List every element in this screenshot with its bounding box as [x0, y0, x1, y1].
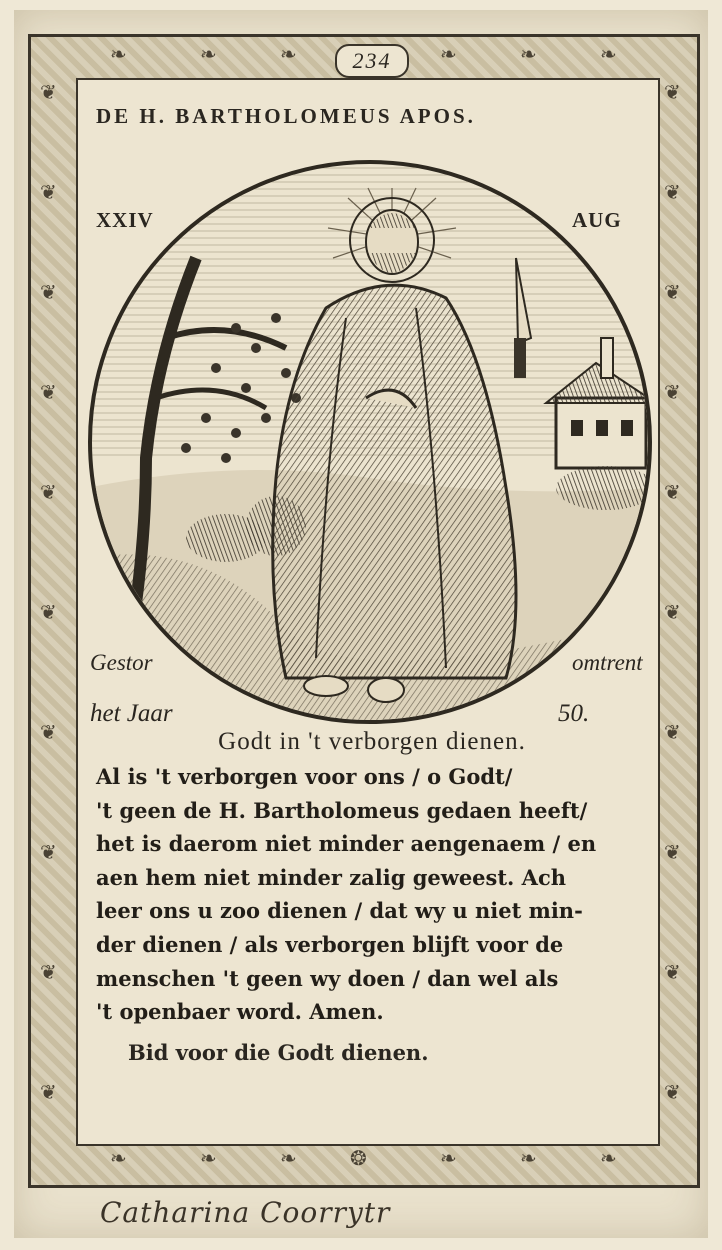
leaf-icon: ❧	[600, 42, 617, 66]
leaf-icon: ❦	[40, 80, 57, 104]
leaf-icon: ❦	[40, 380, 57, 404]
leaf-icon: ❧	[200, 1146, 217, 1170]
leaf-icon: ❦	[664, 80, 681, 104]
leaf-icon: ❂	[350, 1146, 367, 1170]
feast-month: AUG	[572, 208, 622, 232]
caption-year-value: 50.	[558, 700, 590, 727]
leaf-icon: ❦	[664, 180, 681, 204]
leaf-icon: ❧	[110, 42, 127, 66]
leaf-icon: ❦	[40, 720, 57, 744]
prayer-line: 't openbaer word. Amen.	[96, 999, 384, 1025]
leaf-icon: ❦	[664, 960, 681, 984]
leaf-icon: ❧	[200, 42, 217, 66]
leaf-icon: ❧	[280, 42, 297, 66]
feast-day: XXIV	[96, 208, 154, 232]
saint-bartholomew-engraving-icon	[86, 158, 654, 726]
caption-around: omtrent	[572, 650, 643, 675]
prayer-line: het is daerom niet minder aengenaem / en	[96, 831, 597, 857]
leaf-icon: ❧	[440, 1146, 457, 1170]
leaf-icon: ❦	[664, 1080, 681, 1104]
leaf-icon: ❦	[664, 280, 681, 304]
page-number: 234	[335, 44, 409, 78]
caption-year-label: het Jaar	[90, 700, 173, 727]
handwritten-signature: Catharina Coorrytr	[100, 1196, 391, 1229]
prayer-line: menschen 't geen wy doen / dan wel als	[96, 965, 559, 991]
leaf-icon: ❦	[40, 180, 57, 204]
closing-invocation: Bid voor die Godt dienen.	[128, 1040, 429, 1065]
leaf-icon: ❦	[40, 840, 57, 864]
leaf-icon: ❦	[40, 1080, 57, 1104]
prayer-line: Al is 't verborgen voor ons / o Godt/	[96, 764, 513, 789]
prayer-line: leer ons u zoo dienen / dat wy u niet min-	[96, 898, 583, 924]
prayer-line: der dienen / als verborgen blijft voor de	[96, 931, 564, 957]
leaf-icon: ❦	[664, 480, 681, 504]
leaf-icon: ❧	[520, 42, 537, 66]
prayer-line: aen hem niet minder zalig geweest. Ach	[96, 864, 567, 890]
leaf-icon: ❦	[40, 600, 57, 624]
prayer-text	[96, 760, 624, 1029]
section-heading: Godt in 't verborgen dienen.	[218, 728, 526, 755]
leaf-icon: ❧	[110, 1146, 127, 1170]
leaf-icon: ❧	[600, 1146, 617, 1170]
page-title: DE H. BARTHOLOMEUS APOS.	[96, 104, 476, 128]
prayer-line: 't geen de H. Bartholomeus gedaen heeft/	[96, 797, 588, 823]
leaf-icon: ❦	[40, 280, 57, 304]
leaf-icon: ❦	[664, 720, 681, 744]
leaf-icon: ❦	[664, 380, 681, 404]
leaf-icon: ❦	[40, 960, 57, 984]
leaf-icon: ❦	[664, 840, 681, 864]
caption-died: Gestor	[90, 650, 153, 675]
leaf-icon: ❦	[664, 600, 681, 624]
leaf-icon: ❧	[520, 1146, 537, 1170]
leaf-icon: ❧	[280, 1146, 297, 1170]
leaf-icon: ❧	[440, 42, 457, 66]
leaf-icon: ❦	[40, 480, 57, 504]
